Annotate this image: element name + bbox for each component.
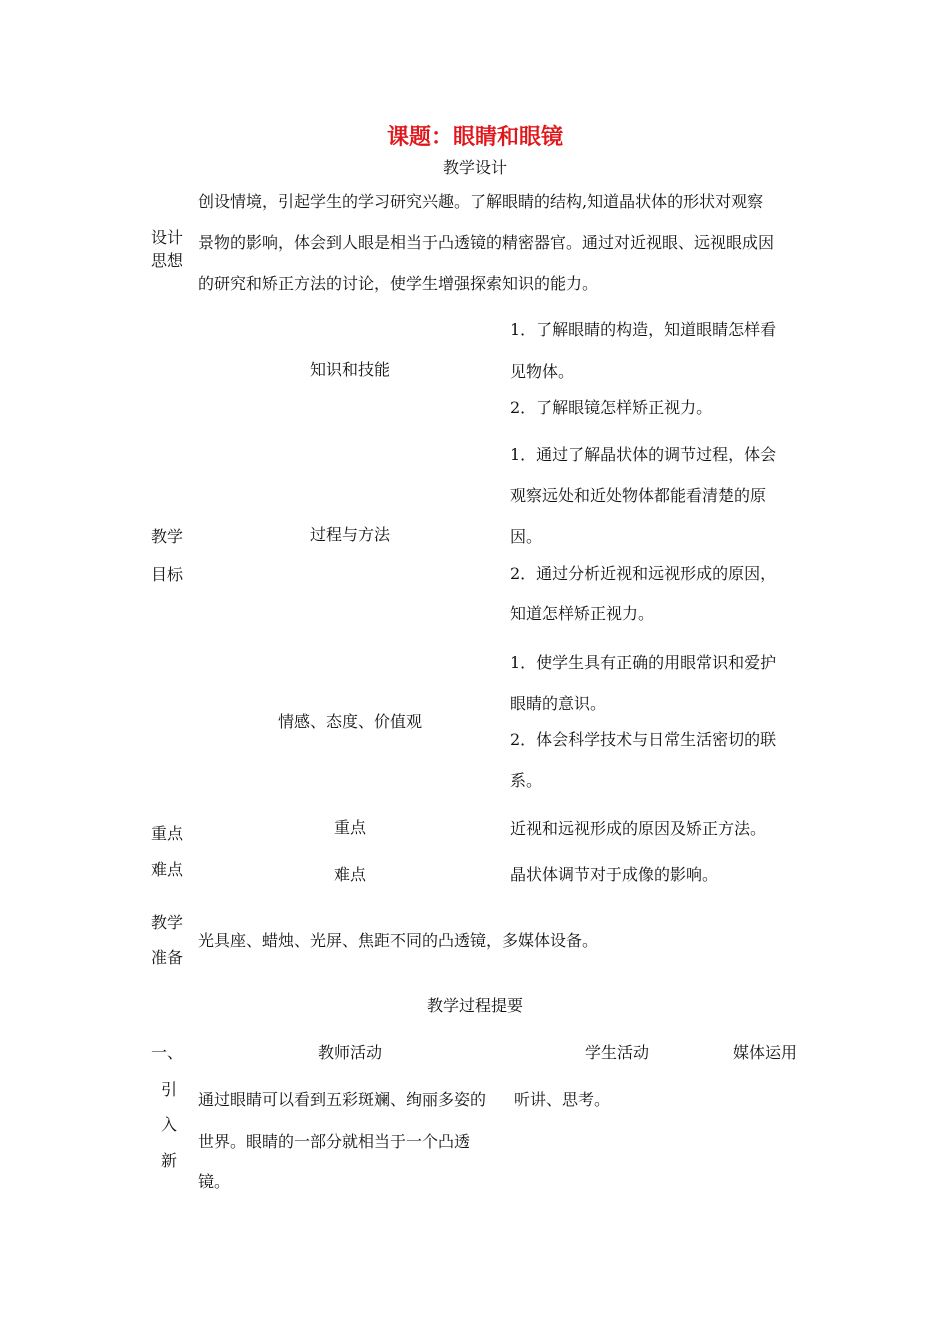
- teacher-activity-line: 镜。: [198, 1172, 231, 1191]
- emotion-line: 2．体会科学技术与日常生活密切的联: [510, 730, 777, 749]
- knowledge-line: 2．了解眼镜怎样矫正视力。: [510, 398, 713, 417]
- difficult-text: 晶状体调节对于成像的影响。: [510, 865, 719, 884]
- key-points-label-1: 重点: [151, 824, 184, 843]
- knowledge-line: 1．了解眼睛的构造，知道眼睛怎样看: [510, 320, 777, 339]
- knowledge-label: 知识和技能: [309, 360, 390, 379]
- emotion-line: 系。: [510, 771, 543, 790]
- process-label: 过程与方法: [309, 525, 390, 544]
- teacher-activity-line: 世界。眼睛的一部分就相当于一个凸透: [198, 1132, 471, 1151]
- process-line: 观察远处和近处物体都能看清楚的原: [510, 486, 767, 505]
- step-char: 引: [161, 1080, 178, 1099]
- goals-label-1: 教学: [151, 527, 184, 546]
- preparation-label-1: 教学: [151, 913, 184, 932]
- process-line: 因。: [510, 527, 543, 546]
- process-line: 知道怎样矫正视力。: [510, 604, 655, 623]
- emotion-label: 情感、态度、价值观: [277, 712, 422, 731]
- step-column-header: 一、: [151, 1043, 184, 1062]
- page-subtitle: 教学设计: [442, 158, 507, 177]
- emotion-line: 1．使学生具有正确的用眼常识和爱护: [510, 653, 777, 672]
- teacher-activity-line: 通过眼睛可以看到五彩斑斓、绚丽多姿的: [198, 1090, 487, 1109]
- process-outline-heading: 教学过程提要: [426, 996, 523, 1015]
- difficult-label: 难点: [333, 865, 366, 884]
- step-char: 新: [161, 1151, 178, 1170]
- design-idea-label-2: 思想: [151, 251, 184, 270]
- media-usage-header: 媒体运用: [733, 1043, 798, 1062]
- page-title: 课题：眼睛和眼镜: [386, 125, 563, 150]
- key-text: 近视和远视形成的原因及矫正方法。: [510, 819, 767, 838]
- preparation-text: 光具座、蜡烛、光屏、焦距不同的凸透镜，多媒体设备。: [198, 931, 599, 950]
- design-idea-label-1: 设计: [151, 228, 184, 247]
- goals-label-2: 目标: [151, 565, 184, 584]
- teacher-activity-header: 教师活动: [317, 1043, 382, 1062]
- process-line: 2．通过分析近视和远视形成的原因，: [510, 564, 777, 583]
- knowledge-line: 见物体。: [510, 362, 575, 381]
- step-char: 入: [161, 1115, 178, 1134]
- key-label: 重点: [333, 818, 366, 837]
- student-activity-text: 听讲、思考。: [514, 1090, 611, 1109]
- key-points-label-2: 难点: [151, 860, 184, 879]
- preparation-label-2: 准备: [151, 948, 184, 967]
- process-line: 1．通过了解晶状体的调节过程，体会: [510, 445, 777, 464]
- design-idea-line: 的研究和矫正方法的讨论，使学生增强探索知识的能力。: [198, 274, 599, 293]
- design-idea-line: 创设情境，引起学生的学习研究兴趣。了解眼睛的结构,知道晶状体的形状对观察: [198, 192, 764, 211]
- student-activity-header: 学生活动: [585, 1043, 650, 1062]
- design-idea-line: 景物的影响，体会到人眼是相当于凸透镜的精密器官。通过对近视眼、远视眼成因: [198, 233, 775, 252]
- emotion-line: 眼睛的意识。: [510, 694, 607, 713]
